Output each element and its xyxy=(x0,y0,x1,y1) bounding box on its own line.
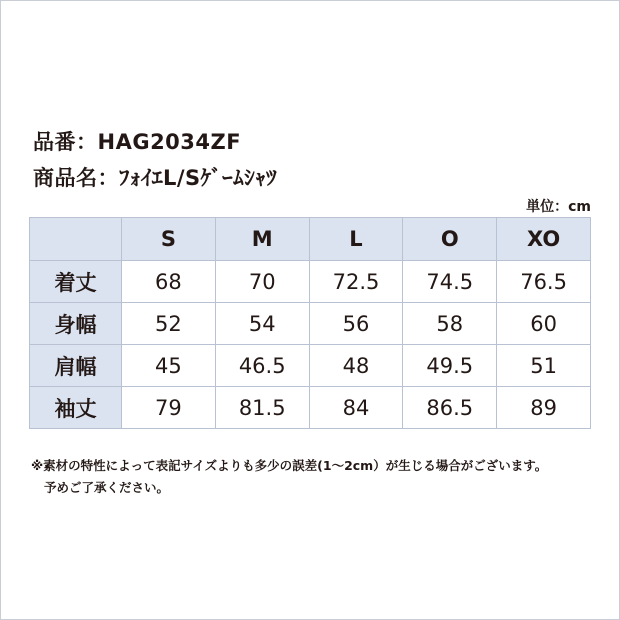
table-cell: 74.5 xyxy=(403,261,497,303)
row-label: 身幅 xyxy=(30,303,122,345)
size-header: M xyxy=(215,218,309,261)
product-name-label: 商品名 xyxy=(33,166,98,190)
table-cell: 45 xyxy=(122,345,216,387)
table-row xyxy=(30,261,591,303)
size-header: L xyxy=(309,218,403,261)
table-cell: 54 xyxy=(215,303,309,345)
table-cell: 48 xyxy=(309,345,403,387)
table-cell: 86.5 xyxy=(403,387,497,429)
size-header: O xyxy=(403,218,497,261)
product-name-value: ﾌｫｲｴL/Sｹﾞｰﾑｼｬﾂ xyxy=(119,166,278,190)
table-cell: 89 xyxy=(497,387,591,429)
table-cell: 58 xyxy=(403,303,497,345)
table-row xyxy=(30,303,591,345)
size-header: S xyxy=(122,218,216,261)
note-line-1: ※素材の特性によって表記サイズよりも多少の誤差(1〜2cm）が生じる場合がございます。 xyxy=(31,458,548,473)
row-label: 袖丈 xyxy=(30,387,122,429)
separator: ： xyxy=(97,166,119,190)
table-cell: 76.5 xyxy=(497,261,591,303)
table-cell: 84 xyxy=(309,387,403,429)
size-header-row xyxy=(30,218,591,261)
row-label: 肩幅 xyxy=(30,345,122,387)
table-cell: 68 xyxy=(122,261,216,303)
product-code-line xyxy=(33,126,241,156)
table-cell: 70 xyxy=(215,261,309,303)
size-table xyxy=(29,217,591,429)
product-code-value: HAG2034ZF xyxy=(97,130,242,154)
table-cell: 81.5 xyxy=(215,387,309,429)
separator: ： xyxy=(76,130,98,154)
corner-cell xyxy=(30,218,122,261)
table-cell: 79 xyxy=(122,387,216,429)
unit-label: 単位：cm xyxy=(526,199,591,215)
table-row xyxy=(30,345,591,387)
table-cell: 49.5 xyxy=(403,345,497,387)
table-cell: 56 xyxy=(309,303,403,345)
disclaimer-note xyxy=(31,455,547,499)
table-cell: 52 xyxy=(122,303,216,345)
note-line-2: 予めご了承ください。 xyxy=(44,480,170,495)
table-cell: 72.5 xyxy=(309,261,403,303)
row-label: 着丈 xyxy=(30,261,122,303)
table-row xyxy=(30,387,591,429)
table-cell: 51 xyxy=(497,345,591,387)
table-cell: 60 xyxy=(497,303,591,345)
product-code-label: 品番 xyxy=(33,130,76,154)
size-header: XO xyxy=(497,218,591,261)
table-cell: 46.5 xyxy=(215,345,309,387)
product-name-line xyxy=(33,162,277,192)
